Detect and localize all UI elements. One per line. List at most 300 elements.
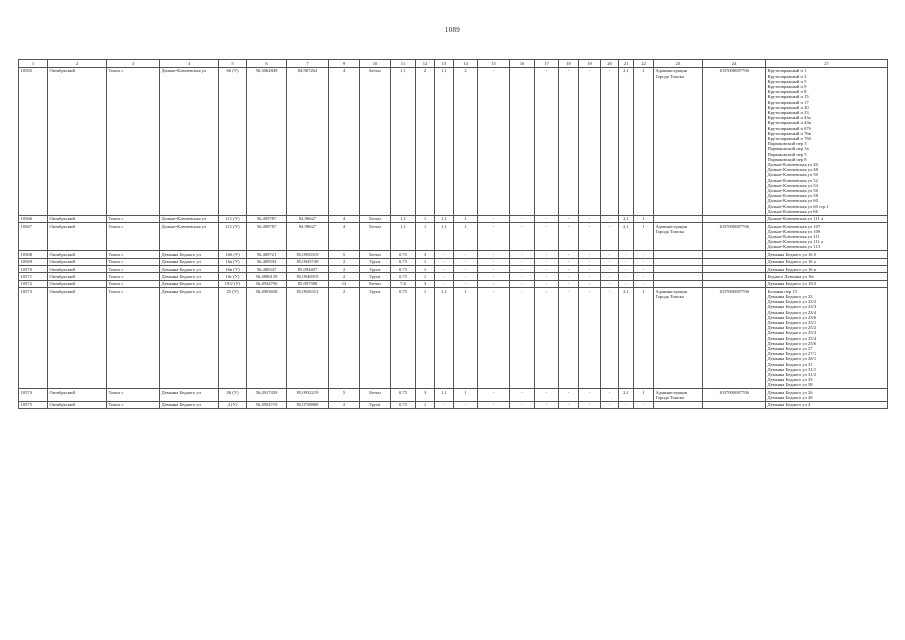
table-cell: 2 [329, 401, 360, 408]
table-cell: 1,1 [435, 67, 454, 215]
table-cell: - [634, 251, 654, 258]
address-list [766, 223, 888, 251]
table-cell: Октябрьский [48, 67, 107, 215]
table-cell: 7,6 [391, 280, 416, 287]
table-cell: Томск г [107, 251, 160, 258]
table-cell: 1 [416, 288, 435, 389]
table-cell: Бетон [360, 223, 391, 251]
table-cell: 10568 [19, 251, 48, 258]
table-cell: 16а (У) [219, 258, 247, 265]
table-cell: 1 [454, 288, 478, 389]
table-cell: 3 [416, 389, 435, 402]
address-item: Демьяна Бедного ул 25/2 [767, 325, 817, 331]
table-cell: - [478, 280, 510, 287]
table-cell: 56,488347 [247, 266, 287, 273]
address-item: Порваковский пер 3 [767, 141, 807, 147]
table-cell: 1 [634, 215, 654, 222]
table-cell: - [559, 223, 579, 251]
address-item: Демьяна Бедного ул 38 [767, 382, 813, 388]
table-row [19, 273, 888, 280]
table-cell: - [579, 223, 601, 251]
table-cell: 1037000087706 [703, 223, 766, 251]
table-cell: - [619, 258, 634, 265]
address-item: Демьяна Бедного ул 16 в [767, 266, 816, 272]
column-header: 27 [766, 60, 888, 68]
register-table [18, 59, 888, 409]
address-item: Крутоовражный п 3 [767, 73, 807, 79]
table-cell: - [435, 273, 454, 280]
table-cell: - [634, 273, 654, 280]
table-cell: 2,1 [619, 67, 634, 215]
table-cell: 1 [634, 389, 654, 402]
table-cell [654, 273, 703, 280]
table-cell: - [535, 251, 559, 258]
table-cell: 16г (У) [219, 273, 247, 280]
table-row [19, 401, 888, 408]
table-cell: - [478, 67, 510, 215]
table-cell: - [579, 67, 601, 215]
table-cell: Администрация Города Томска [654, 389, 703, 402]
table-cell: 5 [329, 389, 360, 402]
address-item: Демьяна Бедного ул 31/2 [767, 372, 817, 378]
table-cell: - [619, 401, 634, 408]
table-cell [703, 273, 766, 280]
table-cell [654, 215, 703, 222]
table-cell [654, 251, 703, 258]
table-cell: - [559, 401, 579, 408]
table-cell: 0,75 [391, 273, 416, 280]
column-header: 17 [535, 60, 559, 68]
address-item: Дальне-Ключевская ул 56 [767, 188, 818, 194]
table-cell: 2 [454, 67, 478, 215]
table-cell: 1 [454, 223, 478, 251]
address-item: Дальне-Ключевская ул 60 [767, 198, 818, 204]
table-cell: - [510, 258, 535, 265]
table-cell: - [619, 266, 634, 273]
table-cell: Томск г [107, 223, 160, 251]
table-cell: - [510, 389, 535, 402]
table-cell: Томск г [107, 401, 160, 408]
table-cell: 111 (У) [219, 215, 247, 222]
table-cell: 1 [454, 215, 478, 222]
address-item: Демьяна Бедного ул 33 [767, 377, 813, 383]
table-cell: 2,1 [619, 288, 634, 389]
table-cell: 111 (У) [219, 223, 247, 251]
table-cell: 10570 [19, 266, 48, 273]
address-item: Демьяна Бедного ул 25/6 [767, 340, 817, 346]
table-cell: - [454, 258, 478, 265]
column-header: 24 [703, 60, 766, 68]
table-cell: - [559, 389, 579, 402]
table-cell: - [601, 401, 619, 408]
table-cell: 85,0950319 [287, 251, 329, 258]
table-row [19, 223, 888, 251]
address-item: Демьяна Бедного ул 23/2 [767, 299, 817, 305]
address-list [766, 215, 888, 222]
table-cell: - [601, 223, 619, 251]
table-cell: Грунт [360, 273, 391, 280]
table-cell [654, 266, 703, 273]
address-item: Дальне-Ключевская ул 113 [767, 244, 820, 250]
address-item: Крутоовражный п 9 [767, 84, 807, 89]
table-cell: 1,1 [391, 215, 416, 222]
table-cell: - [510, 273, 535, 280]
address-item: Демьяна Бедного ул 31/1 [767, 366, 817, 372]
table-cell: 85,0945749 [287, 258, 329, 265]
table-cell: 2 [329, 288, 360, 389]
table-cell: Демьяна Бедного ул [160, 273, 219, 280]
table-cell: 4 (У) [219, 401, 247, 408]
table-cell: 85,0932219 [287, 389, 329, 402]
table-cell: Томск г [107, 389, 160, 402]
table-cell: 10569 [19, 258, 48, 265]
address-item: Дальне-Ключевская ул 48 [767, 167, 818, 173]
address-item: Демьяна Бедного ул 28 [767, 395, 813, 401]
table-row [19, 215, 888, 222]
table-cell: Демьяна Бедного ул [160, 288, 219, 389]
table-cell: - [579, 258, 601, 265]
table-cell: 1 [454, 389, 478, 402]
table-cell: Грунт [360, 258, 391, 265]
address-list [766, 389, 888, 402]
address-item: Дальне-Ключевская ул 54 [767, 182, 818, 188]
table-cell: - [478, 273, 510, 280]
table-cell: - [535, 266, 559, 273]
address-item: Демьяна Бедного ул 23 [767, 294, 813, 300]
table-cell: - [601, 258, 619, 265]
address-item: Крутоовражный п 1 [767, 68, 807, 74]
table-cell: - [579, 251, 601, 258]
address-item: Дальне-Ключевская ул 60 стр 1 [767, 203, 829, 209]
table-cell: 56,4917439 [247, 389, 287, 402]
table-cell: 0,75 [391, 251, 416, 258]
table-cell: - [510, 215, 535, 222]
address-item: Демьяна Бедного ул 19/2 [767, 281, 817, 287]
table-cell: Демьяна Бедного ул [160, 401, 219, 408]
table-cell: - [510, 288, 535, 389]
table-cell [654, 401, 703, 408]
column-header: 9 [329, 60, 360, 68]
page-number: 1089 [444, 26, 461, 34]
table-cell: - [454, 251, 478, 258]
column-header: 16 [510, 60, 535, 68]
column-header: 10 [360, 60, 391, 68]
column-header: 13 [435, 60, 454, 68]
table-cell: 0,75 [391, 266, 416, 273]
table-cell [703, 258, 766, 265]
table-row [19, 280, 888, 287]
table-cell: Грунт [360, 288, 391, 389]
table-cell: - [601, 280, 619, 287]
table-cell: - [601, 389, 619, 402]
table-cell: 1 [416, 258, 435, 265]
address-item: Демьяна Бедного ул 25/1 [767, 320, 817, 326]
table-cell: Томск г [107, 288, 160, 389]
table-cell: 56,4903658 [247, 288, 287, 389]
table-cell: Бетон [360, 251, 391, 258]
table-cell: 0,75 [391, 389, 416, 402]
address-item: Дальне-Ключевская ул 107 [767, 223, 821, 229]
column-header: 4 [160, 60, 219, 68]
table-cell: 85,0946919 [287, 273, 329, 280]
table-cell: - [510, 401, 535, 408]
table-cell: 3 [416, 280, 435, 287]
table-cell: - [454, 280, 478, 287]
address-list [766, 251, 888, 258]
table-cell: Октябрьский [48, 273, 107, 280]
table-cell: 1 [416, 223, 435, 251]
table-cell: - [579, 288, 601, 389]
table-cell: 1,1 [435, 223, 454, 251]
table-cell: Бетон [360, 280, 391, 287]
address-item: Крутоовражный п 76в [767, 130, 811, 136]
table-cell: 10567 [19, 223, 48, 251]
table-cell: - [478, 389, 510, 402]
table-cell: Демьяна Бедного ул [160, 258, 219, 265]
address-item: Демьяна Бедного ул 27 [767, 346, 813, 352]
table-cell: - [559, 215, 579, 222]
table-cell: 16б (У) [219, 251, 247, 258]
table-cell: 1 [634, 288, 654, 389]
table-cell: 2,1 [619, 215, 634, 222]
table-cell: - [478, 401, 510, 408]
table-cell: - [634, 266, 654, 273]
table-cell: Октябрьский [48, 251, 107, 258]
column-header: 23 [654, 60, 703, 68]
address-item: Демьяна Бедного ул 26 [767, 389, 813, 395]
column-header: 1 [19, 60, 48, 68]
address-item: Порваковский пер 5 [767, 151, 807, 157]
table-cell: Октябрьский [48, 266, 107, 273]
address-item: Порваковский пер 8 [767, 156, 807, 162]
table-cell: - [559, 266, 579, 273]
table-cell: 2 [416, 67, 435, 215]
table-cell: 10565 [19, 67, 48, 215]
table-cell: - [478, 288, 510, 389]
table-cell: - [510, 266, 535, 273]
column-header: 15 [478, 60, 510, 68]
table-cell: 1 [416, 266, 435, 273]
table-cell: 10572 [19, 280, 48, 287]
table-cell: - [435, 258, 454, 265]
address-item: Крутоовражный п 23 [767, 110, 809, 116]
table-cell: - [454, 266, 478, 273]
address-item: Крутоовражный п 15 [767, 94, 809, 100]
table-cell: - [435, 251, 454, 258]
address-item: Демьяна Бедного ул 16 а [767, 259, 816, 265]
address-item: Дальне-Ключевская ул 111 а [767, 216, 824, 222]
table-cell: - [634, 258, 654, 265]
column-header: 18 [559, 60, 579, 68]
address-list [766, 401, 888, 408]
address-item: Демьяна Бедного ул 4 [767, 402, 811, 408]
table-cell: Грунт [360, 401, 391, 408]
table-cell: 1 [416, 401, 435, 408]
table-cell: 84,98627 [287, 223, 329, 251]
table-cell: Администрация Города Томска [654, 288, 703, 389]
address-list [766, 280, 888, 287]
table-cell: 56,5062849 [247, 67, 287, 215]
table-row [19, 266, 888, 273]
table-cell: 10575 [19, 401, 48, 408]
table-cell: 10566 [19, 215, 48, 222]
table-cell: 10574 [19, 389, 48, 402]
table-cell: Дальне-Ключевская ул [160, 215, 219, 222]
table-cell: - [619, 280, 634, 287]
table-cell: 56,489593 [247, 258, 287, 265]
table-cell: - [435, 280, 454, 287]
table-cell: - [454, 401, 478, 408]
table-cell: - [559, 273, 579, 280]
table-cell: 1037000087706 [703, 288, 766, 389]
table-cell: Октябрьский [48, 215, 107, 222]
table-cell [654, 258, 703, 265]
column-header: 14 [454, 60, 478, 68]
table-cell: - [601, 273, 619, 280]
table-cell [654, 280, 703, 287]
address-item: Демьяна Бедного ул 27/1 [767, 351, 817, 357]
table-cell: 1,1 [391, 223, 416, 251]
table-cell: 4 [329, 223, 360, 251]
table-cell: 16в (У) [219, 266, 247, 273]
table-cell: 56,489721 [247, 251, 287, 258]
address-item: Крутоовражный п 43а [767, 115, 811, 121]
table-cell: - [535, 67, 559, 215]
table-cell: 10573 [19, 288, 48, 389]
table-cell: 1,1 [435, 215, 454, 222]
table-cell: - [535, 223, 559, 251]
table-cell: Грунт [360, 266, 391, 273]
table-cell: 0,75 [391, 258, 416, 265]
table-cell: - [510, 280, 535, 287]
table-cell: - [559, 258, 579, 265]
table-cell: 2,1 [619, 389, 634, 402]
address-item: Крутоовражный п 20 [767, 104, 809, 110]
table-cell: 0,75 [391, 288, 416, 389]
address-item: Крутоовражный п 8 [767, 89, 807, 95]
table-cell: - [559, 251, 579, 258]
table-cell: - [601, 67, 619, 215]
column-header: 19 [579, 60, 601, 68]
address-item: Демьяна Бедного ул 23/6 [767, 314, 817, 320]
column-header: 6 [247, 60, 287, 68]
table-cell: 1037000087706 [703, 389, 766, 402]
table-cell: 56,498787 [247, 223, 287, 251]
table-cell: - [510, 223, 535, 251]
table-cell: 66 (У) [219, 67, 247, 215]
table-row [19, 389, 888, 402]
table-cell: 10571 [19, 273, 48, 280]
table-cell: - [601, 251, 619, 258]
table-cell: - [435, 401, 454, 408]
address-item: Дальне-Ключевская ул 111 [767, 234, 820, 240]
table-cell: - [535, 389, 559, 402]
table-cell: - [601, 288, 619, 389]
table-cell: 1,1 [391, 67, 416, 215]
table-cell: - [634, 280, 654, 287]
table-cell: Октябрьский [48, 401, 107, 408]
table-cell: - [535, 401, 559, 408]
address-item: Крутоовражный п 76б [767, 136, 812, 142]
table-cell: Томск г [107, 280, 160, 287]
table-cell: Октябрьский [48, 288, 107, 389]
table-cell: 26 (У) [219, 389, 247, 402]
address-item: Демьяна Бедного ул 31 [767, 361, 813, 367]
table-cell [703, 280, 766, 287]
table-cell: - [579, 280, 601, 287]
table-cell [703, 251, 766, 258]
table-cell: Демьяна Бедного ул [160, 389, 219, 402]
table-cell: 2,1 [619, 223, 634, 251]
table-cell: - [579, 273, 601, 280]
table-cell: - [559, 280, 579, 287]
table-cell: - [478, 251, 510, 258]
table-cell: Октябрьский [48, 223, 107, 251]
table-cell: - [619, 273, 634, 280]
table-cell: 85,094407 [287, 266, 329, 273]
address-list [766, 67, 888, 215]
address-item: Демьяна Бедного ул 23/3 [767, 304, 817, 310]
table-cell: - [510, 251, 535, 258]
table-cell: Бетон [360, 67, 391, 215]
address-item: Демьяна Бедного ул 25/3 [767, 330, 817, 336]
table-cell: - [601, 215, 619, 222]
address-item: Бочаная пер 15 [767, 288, 797, 294]
table-cell: 5 [329, 251, 360, 258]
column-header: 3 [107, 60, 160, 68]
table-cell: 1 [634, 67, 654, 215]
table-cell: 4 [329, 215, 360, 222]
address-list [766, 288, 888, 389]
table-cell: 25 (У) [219, 288, 247, 389]
address-item: Дальне-Ключевская ул 58 [767, 193, 818, 199]
table-cell: 12 [329, 280, 360, 287]
table-cell: 85,097588 [287, 280, 329, 287]
column-header: 11 [391, 60, 416, 68]
table-cell: 56,4890139 [247, 273, 287, 280]
table-cell: 2 [329, 266, 360, 273]
address-list [766, 273, 888, 280]
table-cell: 85,0758889 [287, 401, 329, 408]
address-item: Дальне-Ключевская ул 50 [767, 172, 818, 178]
table-cell: Октябрьский [48, 280, 107, 287]
table-cell: 84,96627 [287, 215, 329, 222]
table-cell: Бетон [360, 389, 391, 402]
table-cell: Томск г [107, 67, 160, 215]
table-cell: Томск г [107, 258, 160, 265]
address-item: Крутоовражный п 17 [767, 99, 809, 105]
table-cell: 3 [416, 251, 435, 258]
table-cell: Дальне-Ключевская ул [160, 223, 219, 251]
address-item: Дальне-Ключевская ул 66 [767, 208, 818, 214]
table-cell: 2 [329, 258, 360, 265]
table-cell: - [535, 288, 559, 389]
table-cell: - [601, 266, 619, 273]
table-cell: Бетон [360, 215, 391, 222]
table-cell: Администрация Города Томска [654, 67, 703, 215]
column-header: 22 [634, 60, 654, 68]
table-row [19, 67, 888, 215]
table-cell: 1 [634, 223, 654, 251]
table-cell: Демьяна Бедного ул [160, 280, 219, 287]
table-cell: 1,1 [435, 288, 454, 389]
table-row [19, 288, 888, 389]
table-cell: 1 [416, 215, 435, 222]
address-item: Порваковский пер 3а [767, 146, 809, 152]
address-item: Демьяна Бедного ул 25/4 [767, 335, 817, 341]
table-cell [703, 215, 766, 222]
table-cell: 2 [329, 273, 360, 280]
